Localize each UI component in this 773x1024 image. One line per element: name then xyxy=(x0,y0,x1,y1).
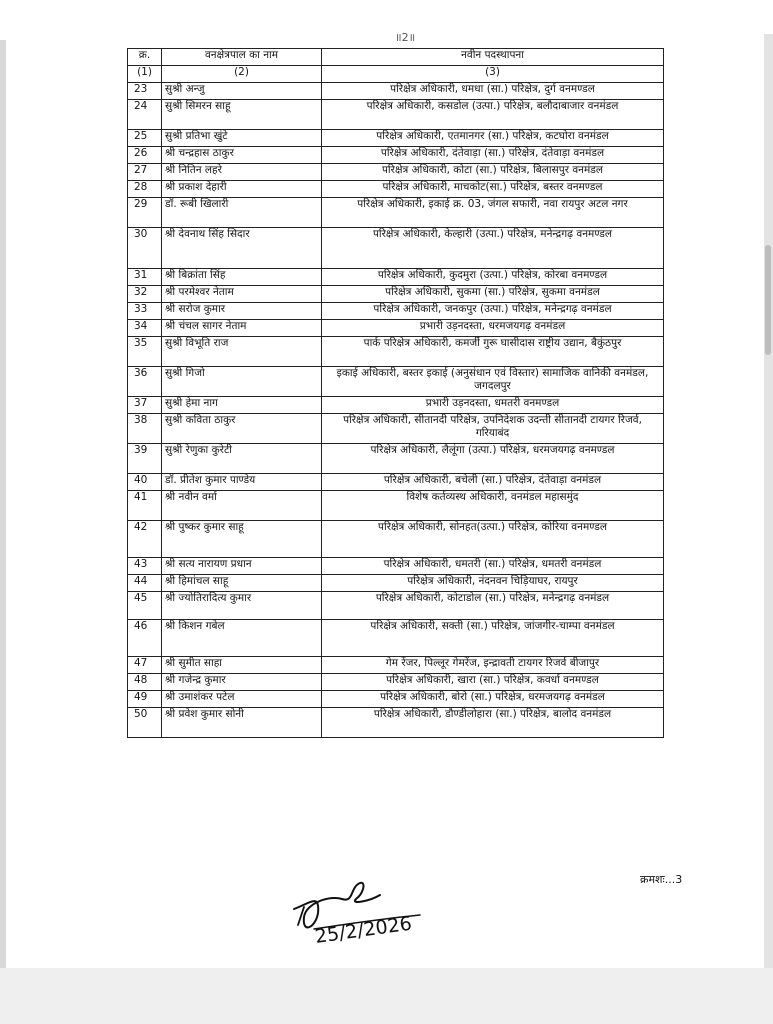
row-serial: 33 xyxy=(128,303,162,320)
table-row xyxy=(128,286,664,303)
row-name: श्री चन्द्रहास ठाकुर xyxy=(162,147,322,164)
table-row xyxy=(128,444,664,474)
row-serial: 25 xyxy=(128,130,162,147)
row-name: श्री सरोज कुमार xyxy=(162,303,322,320)
row-name: श्री उमाशंकर पटेल xyxy=(162,691,322,708)
page-number: ॥2॥ xyxy=(395,31,416,44)
row-posting: परिक्षेत्र अधिकारी, एतमानगर (सा.) परिक्षेत्र, कटघोरा वनमंडल xyxy=(322,130,664,147)
row-name: श्री नितिन लहरे xyxy=(162,164,322,181)
table-row xyxy=(128,320,664,337)
row-serial: 31 xyxy=(128,269,162,286)
row-name: डॉ. रूबी खिलारी xyxy=(162,198,322,228)
row-posting: परिक्षेत्र अधिकारी, बचेली (सा.) परिक्षेत्र, दंतेवाड़ा वनमंडल xyxy=(322,474,664,491)
table-row xyxy=(128,269,664,286)
row-name: श्री बिक्रांता सिंह xyxy=(162,269,322,286)
row-posting: परिक्षेत्र अधिकारी, माचकोट(सा.) परिक्षेत्र, बस्तर वनमण्डल xyxy=(322,181,664,198)
table-row xyxy=(128,691,664,708)
row-name: सुश्री विभूति राज xyxy=(162,337,322,367)
row-posting: परिक्षेत्र अधिकारी, सीतानदी परिक्षेत्र, उपनिदेशक उदन्ती सीतानदी टायगर रिजर्व, गरियाबंद xyxy=(322,414,664,444)
row-posting: प्रभारी उड़नदस्ता, धमतरी वनमण्डल xyxy=(322,397,664,414)
row-posting: परिक्षेत्र अधिकारी, खारा (सा.) परिक्षेत्र, कवर्धा वनमण्डल xyxy=(322,674,664,691)
table-row xyxy=(128,620,664,657)
row-posting: इकाई अधिकारी, बस्तर इकाई (अनुसंधान एवं विस्तार) सामाजिक वानिकी वनमंडल, जगदलपुर xyxy=(322,367,664,397)
table-row xyxy=(128,303,664,320)
row-serial: 38 xyxy=(128,414,162,444)
row-name: श्री सत्य नारायण प्रधान xyxy=(162,558,322,575)
table-row xyxy=(128,367,664,397)
scrollbar-thumb[interactable] xyxy=(765,245,771,355)
row-name: सुश्री कविता ठाकुर xyxy=(162,414,322,444)
row-posting: परिक्षेत्र अधिकारी, केल्हारी (उत्पा.) परिक्षेत्र, मनेन्द्रगढ़ वनमण्डल xyxy=(322,228,664,269)
row-serial: 43 xyxy=(128,558,162,575)
row-posting: परिक्षेत्र अधिकारी, इकाई क्र. 03, जंगल सफारी, नवा रायपुर अटल नगर xyxy=(322,198,664,228)
row-posting: परिक्षेत्र अधिकारी, दंतेवाड़ा (सा.) परिक्षेत्र, दंतेवाड़ा वनमंडल xyxy=(322,147,664,164)
row-serial: 23 xyxy=(128,83,162,100)
row-name: सुश्री प्रतिभा खुंटे xyxy=(162,130,322,147)
row-serial: 37 xyxy=(128,397,162,414)
row-name: श्री देवनाथ सिंह सिदार xyxy=(162,228,322,269)
table-row xyxy=(128,558,664,575)
row-posting: विशेष कर्तव्यस्थ अधिकारी, वनमंडल महासमुंद xyxy=(322,491,664,521)
table-row xyxy=(128,575,664,592)
table-row xyxy=(128,164,664,181)
bottom-margin xyxy=(0,968,773,1024)
row-posting: परिक्षेत्र अधिकारी, धमतरी (सा.) परिक्षेत्र, धमतरी वनमंडल xyxy=(322,558,664,575)
row-name: श्री किशन गबेल xyxy=(162,620,322,657)
row-name: सुश्री रेणुका कुरेटी xyxy=(162,444,322,474)
row-serial: 41 xyxy=(128,491,162,521)
row-posting: परिक्षेत्र अधिकारी, सोनहत(उत्पा.) परिक्षेत्र, कोरिया वनमण्डल xyxy=(322,521,664,558)
table-row xyxy=(128,521,664,558)
row-name: सुश्री हेमा नाग xyxy=(162,397,322,414)
row-name: सुश्री सिमरन साहू xyxy=(162,100,322,130)
table-row xyxy=(128,181,664,198)
page-frame-left xyxy=(0,40,6,970)
row-serial: 48 xyxy=(128,674,162,691)
column-number-1: (1) xyxy=(128,66,162,83)
table-row xyxy=(128,100,664,130)
header-serial: क्र. xyxy=(128,49,162,66)
column-number-2: (2) xyxy=(162,66,322,83)
row-serial: 36 xyxy=(128,367,162,397)
table-row xyxy=(128,474,664,491)
row-posting: प्रभारी उड़नदस्ता, धरमजयगढ़ वनमंडल xyxy=(322,320,664,337)
row-serial: 50 xyxy=(128,708,162,738)
row-serial: 30 xyxy=(128,228,162,269)
row-serial: 27 xyxy=(128,164,162,181)
row-name: श्री सुमीत साहा xyxy=(162,657,322,674)
row-name: श्री चंचल सागर नेताम xyxy=(162,320,322,337)
row-name: सुश्री अन्जु xyxy=(162,83,322,100)
row-serial: 26 xyxy=(128,147,162,164)
row-serial: 46 xyxy=(128,620,162,657)
row-serial: 24 xyxy=(128,100,162,130)
row-serial: 47 xyxy=(128,657,162,674)
row-name: श्री प्रकाश देहारी xyxy=(162,181,322,198)
row-posting: परिक्षेत्र अधिकारी, कोटा (सा.) परिक्षेत्र, बिलासपुर वनमंडल xyxy=(322,164,664,181)
row-posting: परिक्षेत्र अधिकारी, नंदनवन चिड़ियाघर, रायपुर xyxy=(322,575,664,592)
table-body xyxy=(128,83,664,738)
row-serial: 28 xyxy=(128,181,162,198)
row-name: श्री नवीन वर्मा xyxy=(162,491,322,521)
row-name: श्री प्रवेश कुमार सोनी xyxy=(162,708,322,738)
row-name: श्री गजेन्द्र कुमार xyxy=(162,674,322,691)
table-row xyxy=(128,674,664,691)
table-row xyxy=(128,83,664,100)
row-name: श्री पुष्कर कुमार साहू xyxy=(162,521,322,558)
row-posting: परिक्षेत्र अधिकारी, लैलूंगा (उत्पा.) परिक्षेत्र, धरमजयगढ़ वनमण्डल xyxy=(322,444,664,474)
row-name: सुश्री गिजो xyxy=(162,367,322,397)
row-posting: परिक्षेत्र अधिकारी, कुदमुरा (उत्पा.) परिक्षेत्र, कोरबा वनमण्डल xyxy=(322,269,664,286)
row-posting: गेम रेंजर, पिल्लूर गेमरेंज, इन्द्रावती टायगर रिजर्व बीजापुर xyxy=(322,657,664,674)
row-posting: परिक्षेत्र अधिकारी, जनकपुर (उत्पा.) परिक्षेत्र, मनेन्द्रगढ़ वनमंडल xyxy=(322,303,664,320)
header-name: वनक्षेत्रपाल का नाम xyxy=(162,49,322,66)
table-row xyxy=(128,147,664,164)
page-frame-right xyxy=(764,34,773,974)
row-posting: परिक्षेत्र अधिकारी, कोटाडोल (सा.) परिक्षेत्र, मनेन्द्रगढ़ वनमंडल xyxy=(322,592,664,620)
row-name: श्री ज्योतिरादित्य कुमार xyxy=(162,592,322,620)
posting-table xyxy=(127,48,664,738)
row-serial: 29 xyxy=(128,198,162,228)
row-posting: परिक्षेत्र अधिकारी, डौण्डीलोहारा (सा.) परिक्षेत्र, बालोद वनमंडल xyxy=(322,708,664,738)
table-row xyxy=(128,337,664,367)
table-row xyxy=(128,228,664,269)
continued-note: क्रमशः...3 xyxy=(640,873,683,886)
row-posting: परिक्षेत्र अधिकारी, कसडोल (उत्पा.) परिक्षेत्र, बलौदाबाजार वनमंडल xyxy=(322,100,664,130)
table-row xyxy=(128,397,664,414)
table-row xyxy=(128,414,664,444)
table-row xyxy=(128,708,664,738)
row-posting: परिक्षेत्र अधिकारी, सक्ती (सा.) परिक्षेत्र, जांजगीर-चाम्पा वनमंडल xyxy=(322,620,664,657)
table-row xyxy=(128,130,664,147)
row-serial: 32 xyxy=(128,286,162,303)
header-row xyxy=(128,49,664,66)
row-posting: पार्क परिक्षेत्र अधिकारी, कमर्जी गुरू घासीदास राष्ट्रीय उद्यान, बैकुंठपुर xyxy=(322,337,664,367)
header-posting: नवीन पदस्थापना xyxy=(322,49,664,66)
row-name: डॉ. प्रीतेश कुमार पाण्डेय xyxy=(162,474,322,491)
row-serial: 44 xyxy=(128,575,162,592)
row-serial: 42 xyxy=(128,521,162,558)
row-serial: 40 xyxy=(128,474,162,491)
row-serial: 49 xyxy=(128,691,162,708)
row-name: श्री परमेश्वर नेताम xyxy=(162,286,322,303)
column-number-row xyxy=(128,66,664,83)
row-name: श्री हिमांचल साहू xyxy=(162,575,322,592)
row-posting: परिक्षेत्र अधिकारी, बोरो (सा.) परिक्षेत्र, धरमजयगढ़ वनमंडल xyxy=(322,691,664,708)
row-posting: परिक्षेत्र अधिकारी, धमधा (सा.) परिक्षेत्र, दुर्ग वनमण्डल xyxy=(322,83,664,100)
handwritten-signature xyxy=(280,865,430,949)
row-posting: परिक्षेत्र अधिकारी, सुकमा (सा.) परिक्षेत्र, सुकमा वनमंडल xyxy=(322,286,664,303)
table-row xyxy=(128,491,664,521)
row-serial: 45 xyxy=(128,592,162,620)
row-serial: 35 xyxy=(128,337,162,367)
table-row xyxy=(128,198,664,228)
row-serial: 34 xyxy=(128,320,162,337)
table-row xyxy=(128,657,664,674)
column-number-3: (3) xyxy=(322,66,664,83)
svg-text:25/2/2026: 25/2/2026 xyxy=(313,912,414,945)
row-serial: 39 xyxy=(128,444,162,474)
table-row xyxy=(128,592,664,620)
